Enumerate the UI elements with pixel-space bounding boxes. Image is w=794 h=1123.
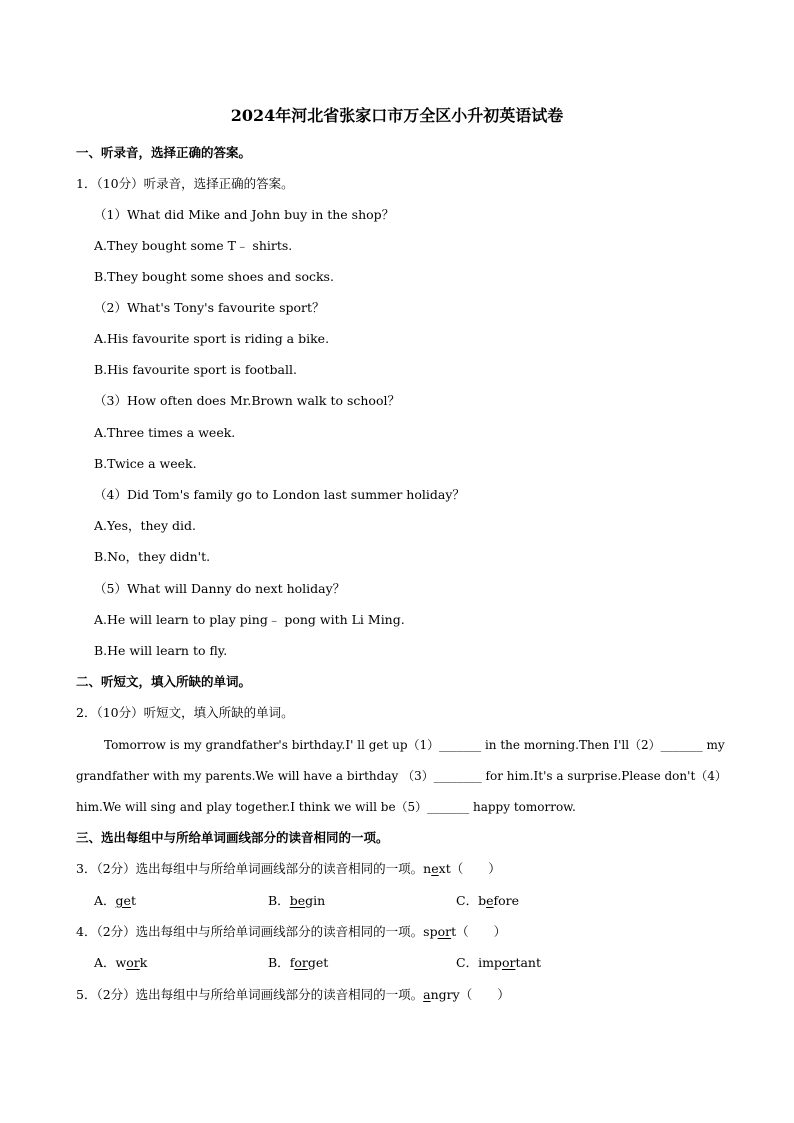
q3-option-c: C．before [456, 893, 520, 908]
q1-sub1-option-a: A.They bought some T﹣ shirts. [94, 238, 293, 253]
question-5-word: angry [423, 987, 460, 1002]
q1-sub5-option-a: A.He will learn to play ping﹣ pong with Li Ming. [94, 612, 405, 627]
question-4-word: sport [423, 924, 457, 939]
q4-option-b: B．forget [268, 955, 329, 970]
q1-sub2-option-b: B.His favourite sport is football. [94, 362, 297, 377]
q4-option-a: A．work [94, 955, 148, 970]
q1-sub1-option-b: B.They bought some shoes and socks. [94, 269, 334, 284]
section-heading-1: 一、听录音，选择正确的答案。 [76, 145, 252, 160]
q3-option-a: A．get [94, 893, 136, 908]
passage-line-2: grandfather with my parents.We will have a birthday （3）________ for him.It's a surprise.Please don't（4） [76, 769, 727, 783]
question-5-text: 5．（2分）选出每组中与所给单词画线部分的读音相同的一项。 [76, 987, 424, 1002]
question-4-stem [76, 923, 506, 941]
section-heading-2: 二、听短文，填入所缺的单词。 [76, 674, 252, 689]
q1-sub5-option-b: B.He will learn to fly. [94, 643, 228, 658]
answer-paren: （ ） [450, 861, 501, 876]
question-5-stem [76, 986, 510, 1004]
question-1-stem: 1．（10分）听录音，选择正确的答案。 [76, 176, 294, 191]
q4-option-c: C．important [456, 955, 542, 970]
page-title: 2024年河北省张家口市万全区小升初英语试卷 [230, 106, 564, 125]
q1-sub3-option-a: A.Three times a week. [94, 425, 236, 440]
passage-line-1: Tomorrow is my grandfather's birthday.I' ll get up（1）_______ in the morning.Then I'll（2）_______ my [104, 738, 725, 752]
q1-sub4-option-a: A.Yes，they did. [94, 518, 196, 533]
answer-paren: （ ） [456, 924, 507, 939]
question-3-word: next [423, 861, 451, 876]
q1-sub4-option-b: B.No，they didn't. [94, 549, 211, 564]
q1-sub3-option-b: B.Twice a week. [94, 456, 197, 471]
passage-line-3: him.We will sing and play together.I think we will be（5）_______ happy tomorrow. [76, 800, 576, 814]
q1-sub5-question: （5）What will Danny do next holiday？ [94, 581, 346, 596]
q1-sub3-question: （3）How often does Mr.Brown walk to school？ [94, 393, 400, 408]
q1-sub2-question: （2）What's Tony's favourite sport？ [94, 300, 325, 315]
question-3-text: 3．（2分）选出每组中与所给单词画线部分的读音相同的一项。 [76, 861, 424, 876]
q3-option-b: B．begin [268, 893, 326, 908]
section-heading-3: 三、选出每组中与所给单词画线部分的读音相同的一项。 [76, 830, 389, 845]
q1-sub2-option-a: A.His favourite sport is riding a bike. [94, 331, 330, 346]
q1-sub1-question: （1）What did Mike and John buy in the shop？ [94, 207, 395, 222]
question-3-stem [76, 860, 501, 878]
question-2-stem: 2．（10分）听短文，填入所缺的单词。 [76, 705, 294, 720]
question-4-text: 4．（2分）选出每组中与所给单词画线部分的读音相同的一项。 [76, 924, 424, 939]
q1-sub4-question: （4）Did Tom's family go to London last summer holiday？ [94, 487, 465, 502]
answer-paren: （ ） [459, 987, 510, 1002]
